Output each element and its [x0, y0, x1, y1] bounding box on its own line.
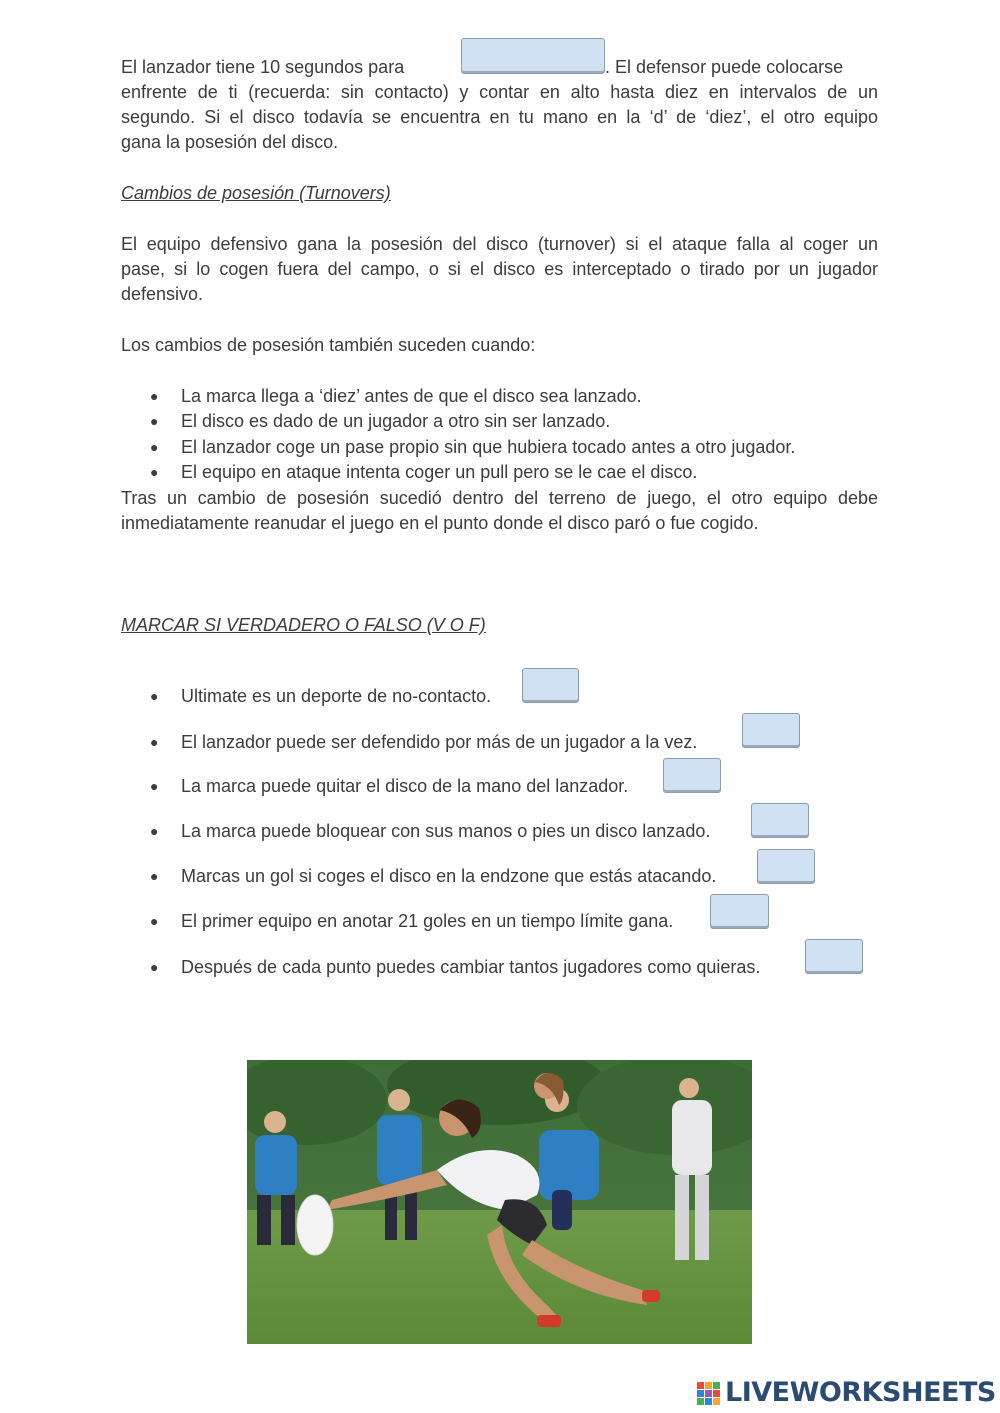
bullet-icon: ●	[150, 823, 159, 839]
turnovers-para-line-3: defensivo.	[121, 284, 204, 304]
intro-answer-input[interactable]	[461, 38, 605, 74]
quiz-answer-input[interactable]	[751, 803, 809, 838]
quiz-statement: Ultimate es un deporte de no-contacto.	[181, 686, 492, 706]
quiz-heading: MARCAR SI VERDADERO O FALSO (V O F)	[121, 615, 486, 635]
turnover-item: El equipo en ataque intenta coger un pull pero se le cae el disco.	[181, 462, 698, 482]
bullet-icon: ●	[150, 734, 159, 750]
bullet-icon: ●	[150, 688, 159, 704]
quiz-statement: El lanzador puede ser defendido por más de un jugador a la vez.	[181, 732, 698, 752]
quiz-statement: La marca puede quitar el disco de la mano del lanzador.	[181, 776, 629, 796]
bullet-icon: ●	[150, 388, 159, 404]
quiz-answer-input[interactable]	[805, 939, 863, 974]
turnovers-after-line-1: Tras un cambio de posesión sucedió dentro del terreno de juego, el otro equipo debe	[121, 488, 878, 508]
quiz-statement: La marca puede bloquear con sus manos o pies un disco lanzado.	[181, 821, 711, 841]
bullet-icon: ●	[150, 959, 159, 975]
quiz-statement: El primer equipo en anotar 21 goles en un tiempo límite gana.	[181, 911, 674, 931]
quiz-answer-input[interactable]	[757, 849, 815, 884]
turnover-item: El disco es dado de un jugador a otro sin ser lanzado.	[181, 411, 611, 431]
bullet-icon: ●	[150, 913, 159, 929]
bullet-icon: ●	[150, 778, 159, 794]
turnovers-heading: Cambios de posesión (Turnovers)	[121, 183, 391, 203]
quiz-answer-input[interactable]	[522, 668, 579, 703]
liveworksheets-logo-icon	[697, 1382, 721, 1406]
quiz-statement: Después de cada punto puedes cambiar tantos jugadores como quieras.	[181, 957, 761, 977]
intro-text-b: . El defensor puede colocarse	[605, 57, 844, 77]
quiz-answer-input[interactable]	[710, 894, 769, 929]
intro-text-a: El lanzador tiene 10 segundos para	[121, 57, 405, 77]
bullet-icon: ●	[150, 868, 159, 884]
turnover-item: El lanzador coge un pase propio sin que hubiera tocado antes a otro jugador.	[181, 437, 796, 457]
turnovers-after-line-2: inmediatamente reanudar el juego en el punto donde el disco paró o fue cogido.	[121, 513, 759, 533]
intro-line-3: segundo. Si el disco todavía se encuentra en tu mano en la ‘d’ de ‘diez’, el otro equipo	[121, 107, 878, 127]
quiz-statement: Marcas un gol si coges el disco en la endzone que estás atacando.	[181, 866, 717, 886]
ultimate-frisbee-photo	[247, 1060, 752, 1344]
intro-line-2: enfrente de ti (recuerda: sin contacto) y contar en alto hasta diez en intervalos de un	[121, 82, 878, 102]
quiz-answer-input[interactable]	[663, 758, 721, 793]
turnover-item: La marca llega a ‘diez’ antes de que el disco sea lanzado.	[181, 386, 642, 406]
quiz-answer-input[interactable]	[742, 713, 800, 748]
turnovers-para-line-1: El equipo defensivo gana la posesión del disco (turnover) si el ataque falla al coger un	[121, 234, 878, 254]
liveworksheets-logo-text: LIVEWORKSHEETS	[725, 1377, 996, 1408]
bullet-icon: ●	[150, 413, 159, 429]
bullet-icon: ●	[150, 439, 159, 455]
intro-line-4: gana la posesión del disco.	[121, 132, 339, 152]
bullet-icon: ●	[150, 464, 159, 480]
turnovers-para-line-2: pase, si lo cogen fuera del campo, o si el disco es interceptado o tirado por un jugador	[121, 259, 878, 279]
turnovers-lead: Los cambios de posesión también suceden cuando:	[121, 335, 536, 355]
